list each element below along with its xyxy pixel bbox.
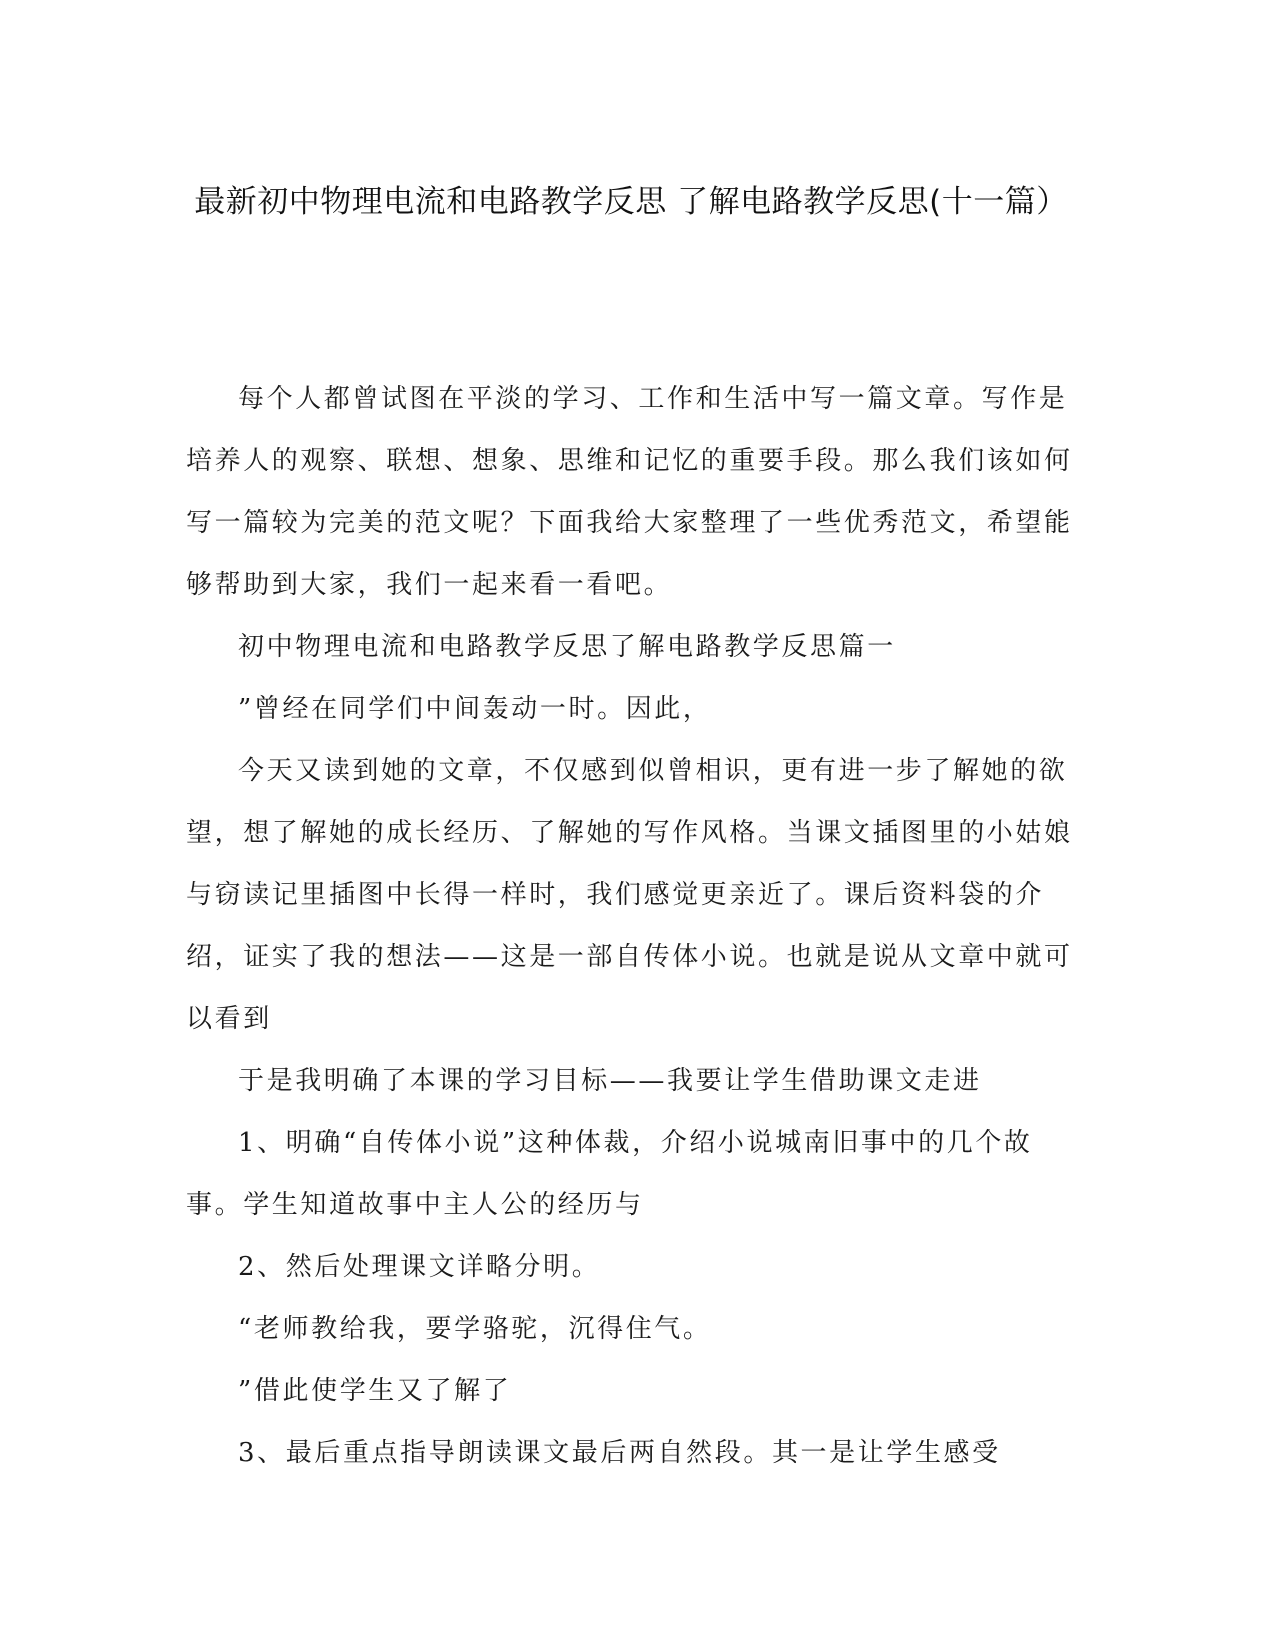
paragraph: 于是我明确了本课的学习目标——我要让学生借助课文走进 xyxy=(238,1066,982,1096)
paragraph-section-heading: 初中物理电流和电路教学反思了解电路教学反思篇一 xyxy=(238,632,896,662)
paragraph: ”借此使学生又了解了 xyxy=(238,1376,512,1406)
paragraph-list-item-2: 2、然后处理课文详略分明。 xyxy=(238,1252,601,1282)
paragraph-list-item-3: 3、最后重点指导朗读课文最后两自然段。其一是让学生感受 xyxy=(238,1438,1001,1468)
document-body xyxy=(186,368,1076,1484)
paragraph-list-item-1: 1、明确“自传体小说”这种体裁，介绍小说城南旧事中的几个故事。学生知道故事中主人公的经历与 xyxy=(186,1128,1033,1220)
paragraph-quote: “老师教给我，要学骆驼，沉得住气。 xyxy=(238,1314,712,1344)
paragraph: ”曾经在同学们中间轰动一时。因此， xyxy=(238,694,712,724)
paragraph-intro: 每个人都曾试图在平淡的学习、工作和生活中写一篇文章。写作是培养人的观察、联想、想象、思维和记忆的重要手段。那么我们该如何写一篇较为完美的范文呢？下面我给大家整理了一些优秀范文，希望能够帮助到大家，我们一起来看一看吧。 xyxy=(186,384,1073,600)
paragraph: 今天又读到她的文章，不仅感到似曾相识，更有进一步了解她的欲望，想了解她的成长经历、了解她的写作风格。当课文插图里的小姑娘与窃读记里插图中长得一样时，我们感觉更亲近了。课后资料袋的介绍，证实了我的想法——这是一部自传体小说。也就是说从文章中就可以看到 xyxy=(186,756,1073,1034)
document-title: 最新初中物理电流和电路教学反思 了解电路教学反思(十一篇） xyxy=(194,184,1068,220)
